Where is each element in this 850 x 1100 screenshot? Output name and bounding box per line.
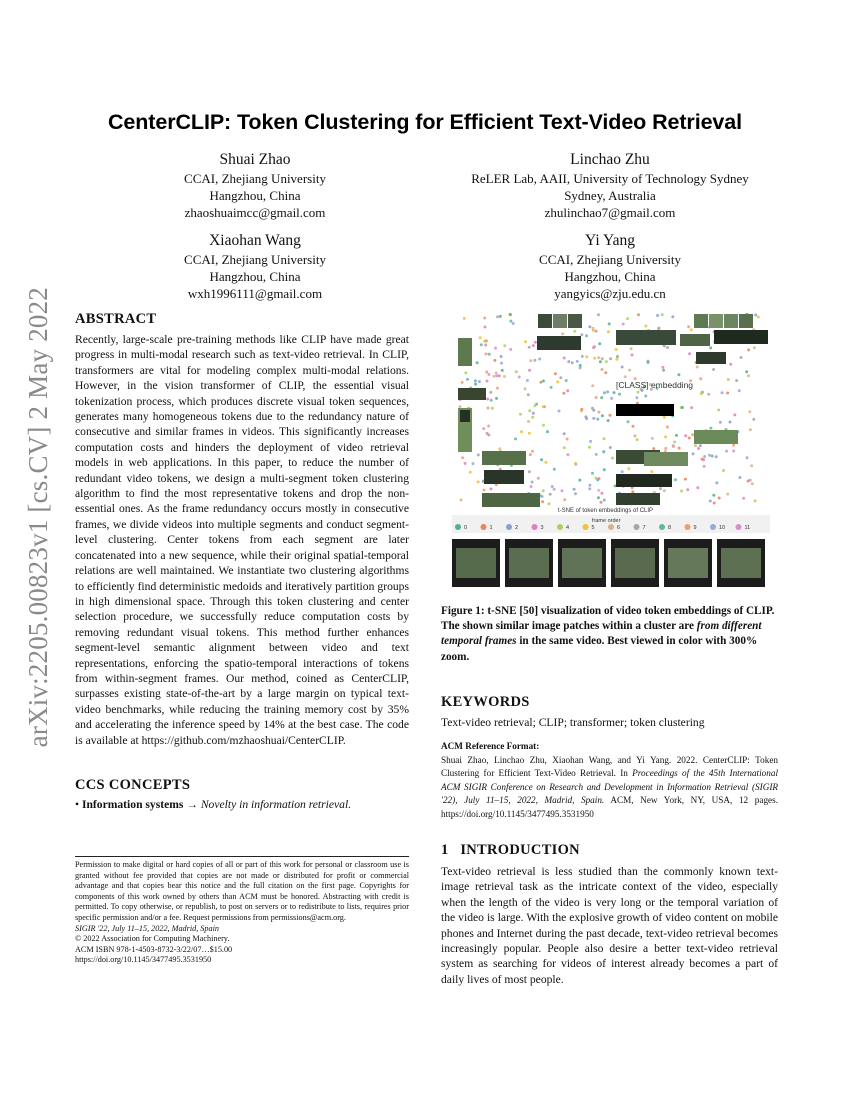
isbn-line: ACM ISBN 978-1-4503-8732-3/22/07…$15.00 — [75, 944, 233, 954]
author-name: Xiaohan Wang — [209, 232, 301, 249]
author-affiliation: CCAI, Zhejiang University — [539, 252, 681, 267]
author-location: Hangzhou, China — [209, 269, 301, 284]
ccs-category: Information systems — [81, 798, 184, 811]
caption-lead: Figure 1: t-SNE [50] visualization of video token embeddings of CLIP. The shown similar image patches within a cluster are — [441, 605, 775, 633]
legend-dot — [557, 524, 563, 530]
acm-reference-text: Shuai Zhao, Linchao Zhu, Xiaohan Wang, and Yi Yang. 2022. CenterCLIP: Token Clustering for Efficient Text-Video Retrieval. In — [441, 754, 778, 778]
legend-dot — [634, 524, 640, 530]
author-block — [140, 150, 370, 221]
class-embedding-label: [CLASS] embedding — [616, 380, 694, 390]
abstract-text: Recently, large-scale pre-training methods like CLIP have made great progress in multi-modal research such as text-video retrieval. In CLIP, transformers are vital for modeling complex multi-modal relations. However, in the vision transformer of CLIP, the essential visual tokenization process, which produces discrete visual token sequences, generates many homogeneous tokens due to the redundancy nature of consecutive and similar frames in videos. This significantly increases computation costs and hinders the deployment of video retrieval models in web applications. In this paper, to reduce the number of redundant video tokens, we design a multi-segment token clustering algorithm to find the most representative tokens and drop the non-essential ones. As the frame redundancy occurs mostly in consecutive frames, we divide videos into multiple segments and conduct segment-level clustering. Center tokens from each segment are later concatenated into a new sequence, while their original spatial-temporal relations are well maintained. We instantiate two clustering algorithms to efficiently find deterministic medoids and iteratively partition groups in high dimensional space. Through this token clustering and center selection procedure, we successfully reduce computation costs by removing redundant visual tokens. This method further enhances segment-level semantic alignment between video and text representations, enforcing the spatio-temporal interactions of tokens from within-segment frames. Our method, coined as CenterCLIP, surpasses existing state-of-the-art by a large margin on typical text-video benchmarks, while reducing the training memory cost by 35% and accelerating the inference speed by 14% at the best case. The code is available at https://github.com/mzhaoshuai/CenterCLIP. — [75, 333, 409, 747]
author-name: Yi Yang — [585, 232, 635, 249]
tsne-label: t-SNE of token embeddings of CLIP — [558, 508, 654, 514]
doi-line: https://doi.org/10.1145/3477495.3531950 — [75, 955, 212, 965]
frame-strip — [452, 539, 765, 587]
copyright-line: © 2022 Association for Computing Machinery. — [75, 934, 230, 944]
figure-1 — [452, 308, 770, 592]
acm-reference-heading: ACM Reference Format: — [441, 741, 540, 751]
legend-label: 2 — [515, 525, 519, 531]
author-affiliation: CCAI, Zhejiang University — [184, 252, 326, 267]
ccs-item — [75, 797, 409, 812]
acm-reference-publisher: ACM, New York, NY, USA, 12 pages. https://doi.org/10.1145/3477495.3531950 — [441, 795, 778, 819]
legend-dot — [506, 524, 512, 530]
author-email: zhaoshuaimcc@gmail.com — [184, 205, 326, 220]
legend-dot — [608, 524, 614, 530]
permission-notice: Permission to make digital or hard copies of all or part of this work for personal or classroom use is granted without fee provided that copies are not made or distributed for profit or commercial advantage and that copies bear this notice and the full citation on the first page. Copyrights for components of this work owned by others than ACM must be honored. Abstracting with credit is permitted. To copy otherwise, or republish, to post on servers or to redistribute to lists, requires prior specific permission and/or a fee. Request permissions from permissions@acm.org. — [75, 860, 409, 922]
keywords-heading: KEYWORDS — [441, 694, 530, 710]
author-block — [438, 150, 782, 221]
author-location: Hangzhou, China — [564, 269, 656, 284]
intro-heading — [441, 842, 580, 859]
legend-label: 0 — [464, 525, 468, 531]
legend-dot — [736, 524, 742, 530]
author-name: Linchao Zhu — [570, 151, 650, 168]
author-email: wxh1996111@gmail.com — [187, 286, 323, 301]
tsne-figure — [452, 308, 770, 592]
legend-dot — [583, 524, 589, 530]
arxiv-id: arXiv:2205.00823v1 [cs.CV] 2 May 2022 — [23, 287, 53, 748]
caption-tail: in the same video. Best viewed in color with 300% zoom. — [441, 635, 758, 663]
legend-dot — [481, 524, 487, 530]
figure-caption — [441, 604, 778, 665]
caption-emphasis: from different temporal frames — [441, 620, 762, 648]
author-email: yangyics@zju.edu.cn — [554, 286, 666, 301]
abstract-heading: ABSTRACT — [75, 311, 157, 327]
author-name: Shuai Zhao — [219, 151, 291, 168]
author-block — [140, 231, 370, 302]
footnote-rule — [75, 856, 409, 857]
section-title: INTRODUCTION — [460, 842, 580, 858]
ccs-concept: Novelty in information retrieval. — [200, 798, 352, 811]
author-block — [438, 231, 782, 302]
acm-reference-venue: Proceedings of the 45th International ACM SIGIR Conference on Research and Development in Information Retrieval (SIGIR '22), July 11–15, 2022, Madrid, Spain. — [441, 768, 779, 805]
legend-label: 5 — [591, 525, 595, 531]
legend-dot — [659, 524, 665, 530]
author-email: zhulinchao7@gmail.com — [544, 205, 676, 220]
legend-label: 4 — [566, 525, 570, 531]
legend-label: 10 — [719, 525, 726, 531]
keywords-text: Text-video retrieval; CLIP; transformer; token clustering — [441, 716, 705, 729]
legend-dot — [455, 524, 461, 530]
conference-line: SIGIR '22, July 11–15, 2022, Madrid, Spain — [75, 923, 219, 933]
footnote — [75, 860, 409, 966]
author-affiliation: CCAI, Zhejiang University — [184, 171, 326, 186]
ccs-arrow: → — [186, 798, 198, 811]
legend-label: 3 — [540, 525, 544, 531]
arxiv-stamp — [18, 287, 58, 772]
legend-title: frame order — [592, 518, 621, 524]
legend-dot — [685, 524, 691, 530]
section-number: 1 — [441, 842, 449, 858]
ccs-bullet: • — [75, 798, 80, 811]
ccs-heading: CCS CONCEPTS — [75, 777, 191, 793]
paper-title: CenterCLIP: Token Clustering for Efficient Text-Video Retrieval — [107, 110, 743, 134]
intro-text: Text-video retrieval is less studied than the commonly known text-image retrieval task as the intricate context of the video, especially when the length of the video is very long or the temporal variation of the video is large. With the explosive growth of video content on mobile phones and Internet during the past decade, text-video retrieval becomes increasingly popular. People also desire a better text-video retrieval system as searching for videos of interest already becomes a part of daily lives of most people. — [441, 865, 778, 986]
legend-label: 9 — [693, 525, 697, 531]
legend-label: 6 — [617, 525, 621, 531]
legend-label: 11 — [744, 525, 751, 531]
legend-dot — [710, 524, 716, 530]
legend-dot — [532, 524, 538, 530]
legend-label: 7 — [642, 525, 646, 531]
legend-label: 1 — [489, 525, 493, 531]
author-location: Sydney, Australia — [564, 188, 656, 203]
legend-label: 8 — [668, 525, 672, 531]
author-affiliation: ReLER Lab, AAII, University of Technology Sydney — [471, 171, 749, 186]
author-location: Hangzhou, China — [209, 188, 301, 203]
acm-reference — [441, 740, 778, 821]
